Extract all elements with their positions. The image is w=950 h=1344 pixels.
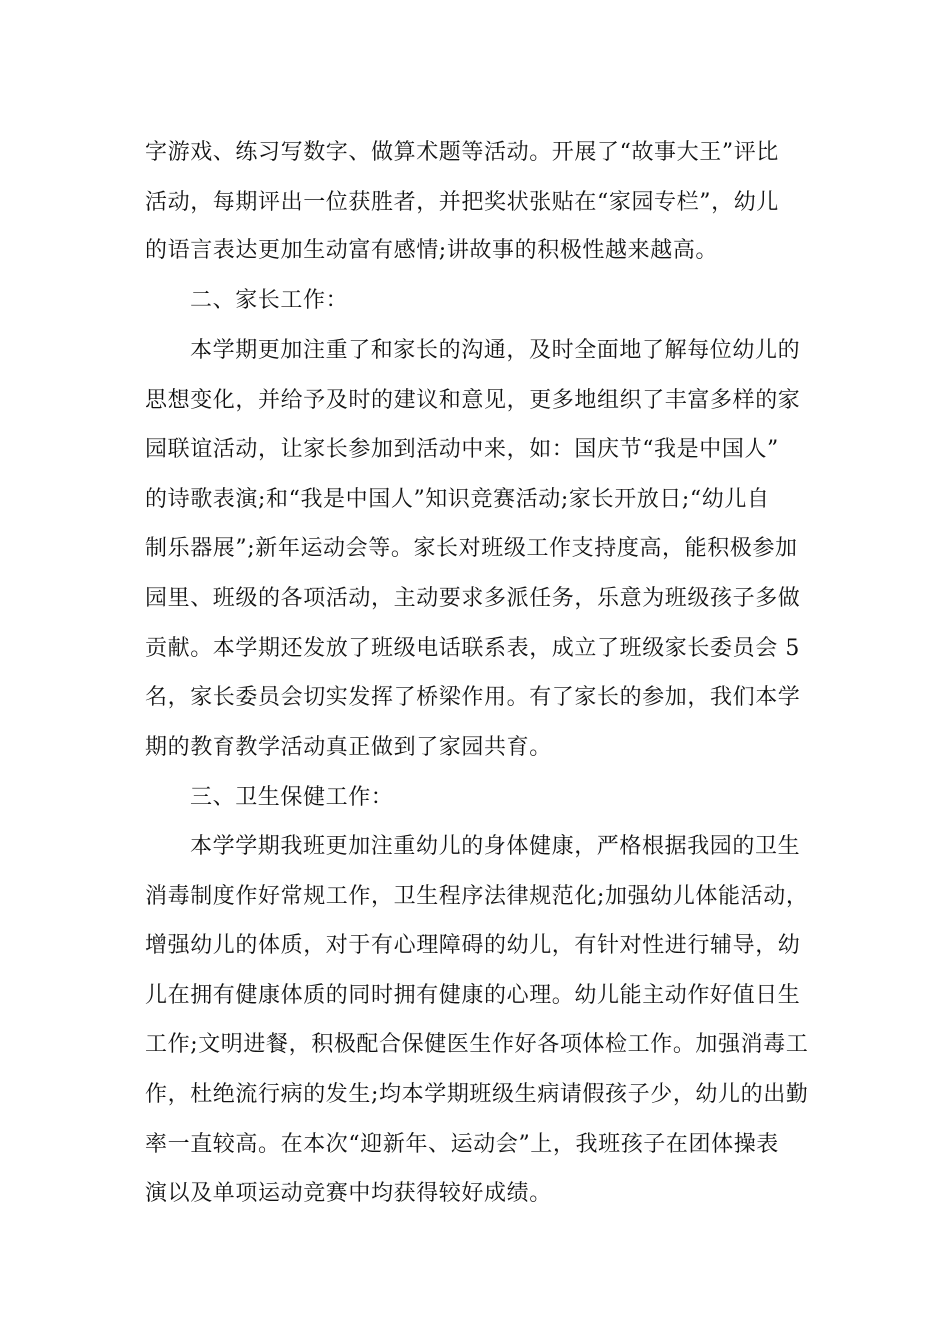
text-line: 演以及单项运动竞赛中均获得较好成绩。 xyxy=(145,1181,552,1206)
text-line: 活动，每期评出一位获胜者，并把奖状张贴在“家园专栏”，幼儿 xyxy=(145,190,779,215)
text-line: 字游戏、练习写数字、做算术题等活动。开展了“故事大王”评比 xyxy=(145,140,779,165)
text-line: 儿在拥有健康体质的同时拥有健康的心理。幼儿能主动作好值日生 xyxy=(145,983,801,1008)
section-heading: 三、卫生保健工作： xyxy=(190,785,394,810)
text-line: 园联谊活动，让家长参加到活动中来，如：国庆节“我是中国人” xyxy=(145,437,779,462)
text-line: 名，家长委员会切实发挥了桥梁作用。有了家长的参加，我们本学 xyxy=(145,685,801,710)
text-line: 思想变化，并给予及时的建议和意见，更多地组织了丰富多样的家 xyxy=(145,388,801,413)
text-line: 的语言表达更加生动富有感情;讲故事的积极性越来越高。 xyxy=(145,238,719,263)
text-line: 贡献。本学期还发放了班级电话联系表，成立了班级家长委员会 5 xyxy=(145,636,800,661)
text-line: 制乐器展”;新年运动会等。家长对班级工作支持度高，能积极参加 xyxy=(145,536,798,561)
text-line: 本学期更加注重了和家长的沟通，及时全面地了解每位幼儿的 xyxy=(190,338,801,363)
text-line: 消毒制度作好常规工作，卫生程序法律规范化;加强幼儿体能活动， xyxy=(145,884,809,909)
text-line: 的诗歌表演;和“我是中国人”知识竞赛活动;家长开放日;“幼儿自 xyxy=(145,487,770,512)
text-line: 本学学期我班更加注重幼儿的身体健康，严格根据我园的卫生 xyxy=(190,834,801,859)
section-heading: 二、家长工作： xyxy=(190,288,349,313)
text-line: 工作;文明进餐，积极配合保健医生作好各项体检工作。加强消毒工 xyxy=(145,1032,809,1057)
text-line: 率一直较高。在本次“迎新年、运动会”上，我班孩子在团体操表 xyxy=(145,1132,779,1157)
text-line: 增强幼儿的体质，对于有心理障碍的幼儿，有针对性进行辅导，幼 xyxy=(145,933,801,958)
text-line: 园里、班级的各项活动，主动要求多派任务，乐意为班级孩子多做 xyxy=(145,586,801,611)
text-line: 期的教育教学活动真正做到了家园共育。 xyxy=(145,735,552,760)
text-line: 作，杜绝流行病的发生;均本学期班级生病请假孩子少，幼儿的出勤 xyxy=(145,1082,809,1107)
